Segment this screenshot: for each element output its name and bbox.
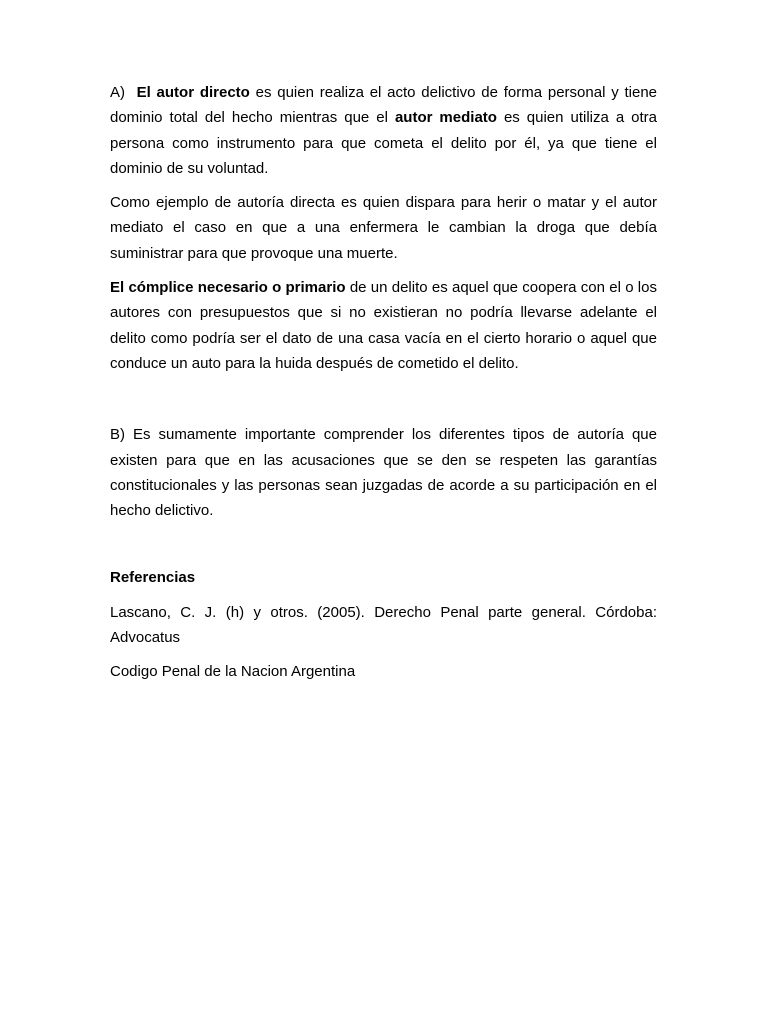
paragraph-a-text-2: es quien utiliza a otra persona como instrumento para que cometa el delito por él, ya que tiene el dominio de su voluntad. (110, 109, 657, 177)
term-complice: El cómplice necesario o primario (110, 279, 346, 297)
paragraph-b: B) Es sumamente importante comprender los diferentes tipos de autoría que existen para que en las acusaciones que se den se respeten las garantías constitucionales y las personas sean juzgadas de acorde a su participación en el hecho delictivo. (110, 426, 657, 520)
item-marker-a: A) (110, 84, 125, 101)
paragraph-a-authors (110, 80, 657, 181)
reference-item: Codigo Penal de la Nacion Argentina (110, 663, 356, 681)
reference-item: Lascano, C. J. (h) y otros. (2005). Derecho Penal parte general. Córdoba: Advocatus (110, 603, 657, 647)
paragraph-complice-text: de un delito es aquel que coopera con el o los autores con presupuestos que si no existieran no podría llevarse adelante el delito como podría ser el dato de una casa vacía en el cierto horario o aquel que conduce un auto para la huida después de cometido el delito. (110, 279, 657, 372)
document-page (110, 80, 657, 694)
paragraph-a-text-1: es quien realiza el acto delictivo de forma personal y tiene dominio total del hecho mientras que el (110, 84, 657, 127)
references-heading-text: Referencias (110, 569, 196, 587)
paragraph-complice (110, 275, 657, 376)
term-autor-mediato: autor mediato (394, 109, 497, 127)
references-heading (110, 565, 657, 590)
paragraph-example: Como ejemplo de autoría directa es quien dispara para herir o matar y el autor mediato el caso en que a una enfermera le cambian la droga que debía suministrar para que provoque una muerte. (110, 194, 657, 262)
term-autor-directo: El autor directo (136, 84, 250, 101)
